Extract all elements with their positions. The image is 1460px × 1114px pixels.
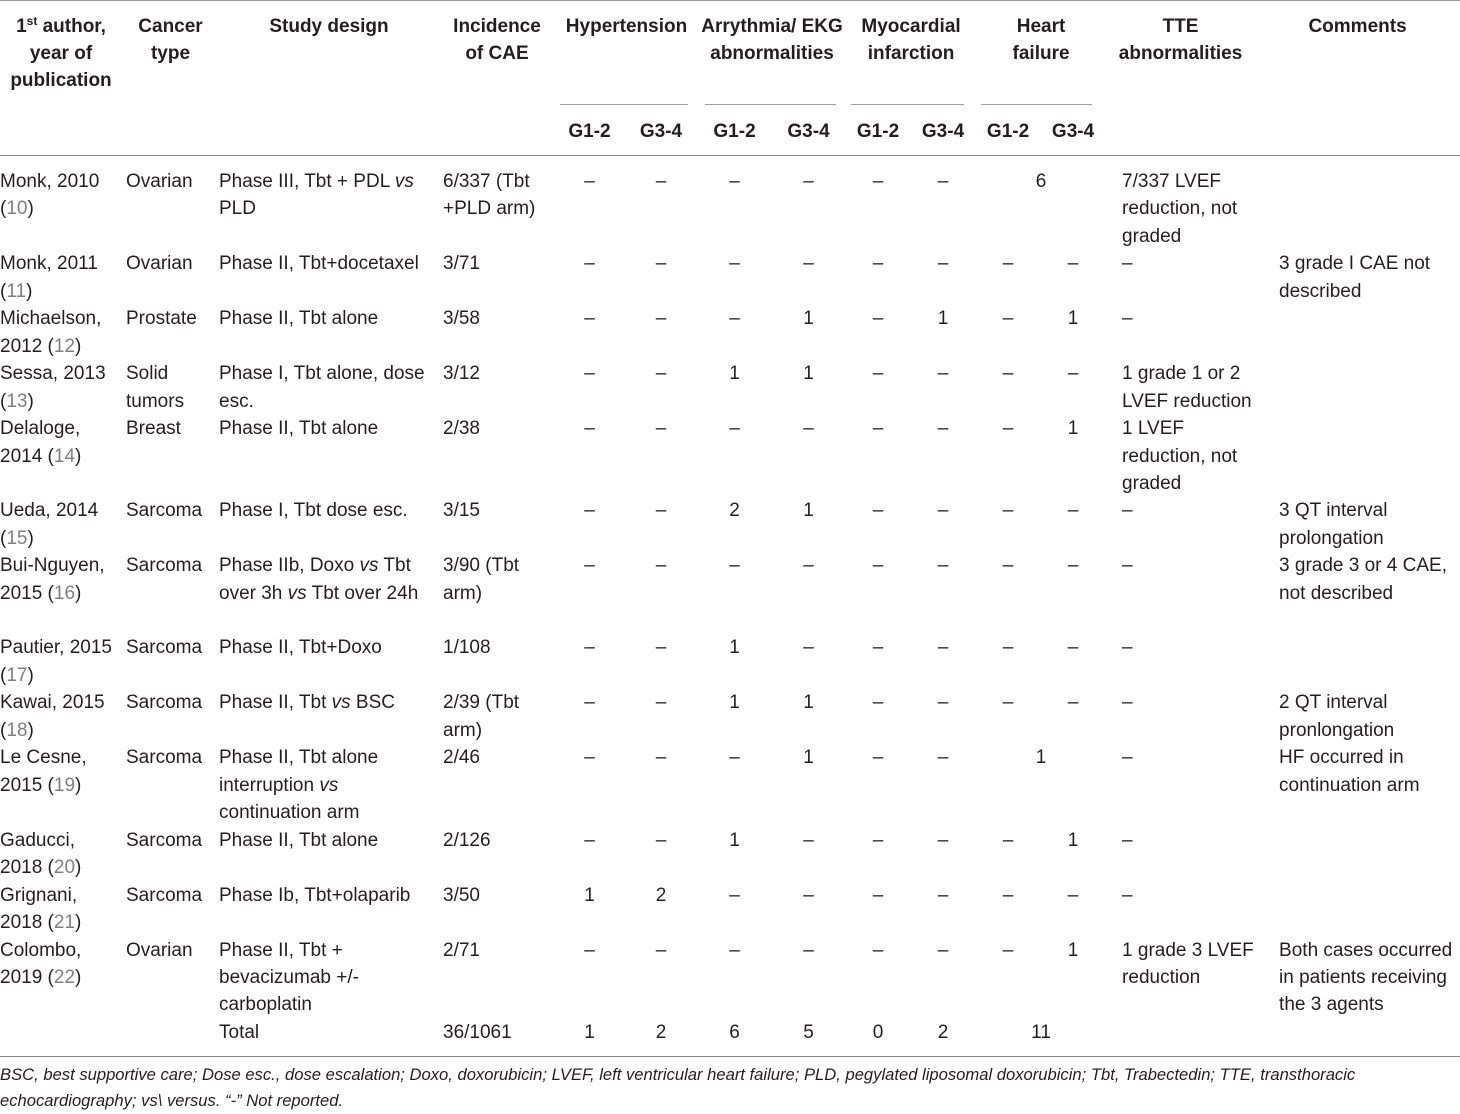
col-design: Study design	[269, 16, 389, 37]
hypertension-g34: –	[655, 939, 667, 961]
total-empty	[122, 1019, 219, 1049]
reference-link[interactable]: 16	[53, 582, 76, 604]
author-text: Sessa, 2013	[0, 363, 106, 385]
table-row	[0, 937, 1460, 1019]
total-label: Total	[219, 1021, 260, 1043]
arrhythmia-g12: –	[729, 253, 740, 275]
incidence-cell: 3/50	[443, 884, 480, 906]
arrhythmia-g34: 1	[803, 747, 814, 769]
author-cell: Gaducci, 2018 (20)	[0, 829, 82, 879]
design-cell: Phase II, Tbt vs BSC	[219, 692, 396, 714]
table-row	[0, 634, 1460, 689]
heart-failure-g12: –	[1002, 308, 1014, 330]
hypertension-g34: –	[655, 308, 667, 330]
arrhythmia-g34: –	[803, 253, 814, 275]
hypertension-g34: –	[655, 637, 667, 659]
author-cell: Kawai, 2015 (18)	[0, 692, 105, 741]
col-arrhythmia: Arrythmia/ EKG abnormalities	[701, 16, 843, 64]
sub-g12: G1-2	[568, 121, 611, 142]
reference-link[interactable]: 12	[53, 335, 76, 357]
author-cell: Michaelson, 2012 (12)	[0, 308, 102, 357]
hypertension-g12: –	[584, 308, 595, 330]
col-comments: Comments	[1308, 16, 1407, 37]
heart-failure-g34: –	[1067, 253, 1079, 275]
col-tte: TTE abnormalities	[1118, 16, 1243, 64]
hypertension-g12: –	[584, 418, 595, 440]
arrhythmia-g34: –	[803, 637, 814, 659]
mi-g12: –	[872, 692, 884, 714]
reference-link[interactable]: 13	[6, 390, 28, 412]
tte-cell: –	[1122, 637, 1133, 659]
heart-failure-merged: 1	[1035, 747, 1047, 769]
arrhythmia-g12: –	[729, 939, 740, 961]
sub-g12: G1-2	[986, 121, 1030, 142]
heart-failure-merged: 6	[1035, 171, 1047, 192]
author-text: Delaloge, 2014	[0, 418, 81, 467]
table-row	[0, 882, 1460, 937]
incidence-cell: 3/12	[443, 363, 480, 385]
comments-cell	[1255, 360, 1460, 415]
arrhythmia-g34: 1	[803, 308, 814, 330]
comments-cell	[1255, 634, 1460, 689]
heart-failure-g34: 1	[1067, 939, 1079, 961]
cancer-cell: Prostate	[126, 308, 197, 330]
mi-g12: –	[872, 884, 884, 906]
author-cell: Pautier, 2015 (17)	[0, 637, 112, 686]
reference-link[interactable]: 20	[53, 857, 76, 879]
reference-link[interactable]: 18	[6, 719, 28, 741]
cancer-cell: Sarcoma	[126, 884, 203, 906]
cancer-cell: Sarcoma	[126, 692, 203, 714]
sub-g34: G3-4	[921, 121, 965, 142]
hypertension-g12: –	[584, 500, 595, 522]
mi-g12: –	[872, 637, 884, 659]
hypertension-g34: –	[655, 418, 667, 440]
mi-g34: –	[937, 253, 949, 275]
arrhythmia-g12: 1	[729, 829, 740, 851]
arrhythmia-g34: –	[803, 884, 814, 906]
col-author: 1st author, year of publication	[10, 14, 112, 91]
hypertension-g12: –	[584, 747, 595, 769]
mi-g12: –	[872, 308, 884, 330]
hypertension-g12: 1	[584, 884, 595, 906]
cancer-cell: Solid tumors	[126, 363, 185, 412]
hypertension-g34: –	[655, 692, 667, 714]
reference-link[interactable]: 15	[6, 527, 28, 549]
author-text: Bui-Nguyen, 2015	[0, 555, 105, 604]
heart-failure-g34: –	[1067, 692, 1079, 714]
author-cell: Sessa, 2013 (13)	[0, 363, 106, 412]
tte-cell: 7/337 LVEF reduction, not graded	[1122, 171, 1238, 247]
hypertension-g34: –	[655, 555, 667, 577]
incidence-cell: 2/39 (Tbt arm)	[443, 692, 520, 741]
comments-cell: 3 QT interval prolongation	[1279, 500, 1388, 549]
tte-cell: 1 LVEF reduction, not graded	[1122, 418, 1238, 495]
mi-g12: –	[872, 939, 884, 961]
table-row	[0, 552, 1460, 634]
sub-g12: G1-2	[713, 121, 756, 142]
heart-failure-g34: 1	[1067, 829, 1079, 851]
incidence-cell: 3/58	[443, 308, 480, 330]
arrhythmia-g12: –	[729, 308, 740, 330]
heart-failure-g12: –	[1002, 253, 1014, 275]
hypertension-g34: –	[655, 747, 667, 769]
comments-cell: Both cases occurred in patients receiving the 3 agents	[1279, 939, 1453, 1016]
header-rule	[0, 155, 1460, 156]
total-empty	[1255, 1019, 1460, 1049]
hypertension-g34: –	[655, 500, 667, 522]
author-text: Gaducci, 2018	[0, 829, 75, 879]
arrhythmia-g34: –	[803, 555, 814, 577]
design-cell: Phase II, Tbt+docetaxel	[219, 253, 419, 275]
comments-cell	[1255, 415, 1460, 497]
incidence-cell: 1/108	[443, 637, 491, 659]
heart-failure-g12: –	[1002, 555, 1014, 577]
hypertension-g12: –	[584, 555, 595, 577]
incidence-cell: 3/90 (Tbt arm)	[443, 555, 520, 604]
mi-g12: –	[872, 747, 884, 769]
table-header	[0, 0, 1460, 156]
mi-g34: 1	[937, 308, 949, 330]
table-row	[0, 827, 1460, 882]
arrhythmia-g34: –	[803, 171, 814, 192]
table-row	[0, 497, 1460, 552]
arrhythmia-g12: 1	[729, 692, 740, 714]
author-cell: Grignani, 2018 (21)	[0, 884, 82, 934]
tte-cell: –	[1122, 829, 1133, 851]
comments-cell	[1255, 827, 1460, 882]
comments-cell	[1255, 305, 1460, 360]
hypertension-g34: 2	[655, 884, 667, 906]
total-empty	[1106, 1019, 1255, 1049]
hypertension-g12: –	[584, 637, 595, 659]
table-row	[0, 744, 1460, 826]
total-heart-failure: 11	[1031, 1021, 1051, 1043]
author-cell: Ueda, 2014 (15)	[0, 500, 99, 549]
mi-g12: –	[872, 829, 884, 851]
arrhythmia-g12: 1	[729, 637, 740, 659]
tte-cell: –	[1122, 747, 1133, 769]
reference-link[interactable]: 21	[53, 912, 76, 934]
mi-g12: –	[872, 253, 884, 275]
design-cell: Phase I, Tbt dose esc.	[219, 500, 408, 522]
author-text: Le Cesne, 2015	[0, 747, 87, 796]
heart-failure-g34: –	[1067, 555, 1079, 577]
incidence-cell: 3/71	[443, 253, 480, 275]
author-text: Monk, 2010	[0, 171, 100, 192]
author-cell: Bui-Nguyen, 2015 (16)	[0, 555, 105, 604]
hypertension-g34: –	[655, 253, 667, 275]
cancer-cell: Sarcoma	[126, 637, 203, 659]
tte-cell: –	[1122, 253, 1133, 275]
comments-cell: 3 grade 3 or 4 CAE, not described	[1279, 555, 1447, 604]
hypertension-g12: –	[584, 692, 595, 714]
heart-failure-g12: –	[1002, 829, 1014, 851]
cancer-cell: Sarcoma	[126, 555, 203, 577]
comments-cell: 2 QT interval pronlongation	[1279, 692, 1395, 741]
col-incidence: Incidence of CAE	[453, 16, 541, 64]
hypertension-g12: –	[584, 939, 595, 961]
mi-g12: –	[872, 555, 884, 577]
comments-cell	[1255, 882, 1460, 937]
heart-failure-g12: –	[1002, 692, 1014, 714]
sub-g12: G1-2	[856, 121, 900, 142]
subheader-rule	[981, 104, 1092, 105]
heart-failure-g12: –	[1002, 884, 1014, 906]
mi-g34: –	[937, 637, 949, 659]
total-arrhythmia-g12: 6	[729, 1021, 740, 1043]
mi-g34: –	[937, 363, 949, 385]
table-row	[0, 156, 1460, 250]
heart-failure-g34: –	[1067, 500, 1079, 522]
col-mi: Myocardial infarction	[861, 16, 961, 64]
incidence-cell: 2/38	[443, 418, 480, 440]
subheader-rule	[560, 104, 688, 105]
arrhythmia-g34: 1	[803, 500, 814, 522]
cancer-cell: Sarcoma	[126, 500, 203, 522]
total-mi-g34: 2	[937, 1021, 949, 1043]
total-hypertension-g34: 2	[655, 1021, 667, 1043]
heart-failure-g34: 1	[1067, 418, 1079, 440]
design-cell: Phase II, Tbt alone interruption vs continuation arm	[219, 747, 379, 824]
author-text: Kawai, 2015	[0, 692, 105, 714]
mi-g12: –	[872, 363, 884, 385]
author-cell: Delaloge, 2014 (14)	[0, 418, 82, 467]
table-row	[0, 305, 1460, 360]
table-body	[0, 156, 1460, 1049]
subheader-rule	[705, 104, 836, 105]
heart-failure-g34: –	[1067, 884, 1079, 906]
incidence-cell: 2/126	[443, 829, 491, 851]
total-arrhythmia-g34: 5	[803, 1021, 814, 1043]
tte-cell: –	[1122, 692, 1133, 714]
cancer-cell: Ovarian	[126, 939, 193, 961]
heart-failure-g12: –	[1002, 939, 1014, 961]
tte-cell: –	[1122, 500, 1133, 522]
subheader-rule	[851, 104, 964, 105]
reference-link[interactable]: 14	[53, 445, 76, 467]
cancer-cell: Sarcoma	[126, 829, 203, 851]
design-cell: Phase II, Tbt+Doxo	[219, 637, 382, 659]
author-cell: Monk, 2011 (11)	[0, 253, 98, 302]
heart-failure-g12: –	[1002, 363, 1014, 385]
author-cell: Colombo, 2019 (22)	[0, 939, 82, 989]
reference-link[interactable]: 10	[6, 198, 28, 220]
cancer-cell: Breast	[126, 418, 181, 440]
comments-cell: 3 grade I CAE not described	[1279, 253, 1431, 302]
arrhythmia-g34: –	[803, 418, 814, 440]
reference-link[interactable]: 17	[6, 664, 28, 686]
total-hypertension-g12: 1	[584, 1021, 595, 1043]
design-cell: Phase IIb, Doxo vs Tbt over 3h vs Tbt over 24h	[219, 555, 419, 604]
author-cell: Le Cesne, 2015 (19)	[0, 747, 87, 796]
cancer-cell: Ovarian	[126, 253, 193, 275]
total-mi-g12: 0	[872, 1021, 884, 1043]
total-incidence: 36/1061	[443, 1021, 512, 1043]
tte-cell: –	[1122, 884, 1133, 906]
hypertension-g12: –	[584, 171, 595, 192]
col-heart-failure: Heart failure	[1012, 16, 1070, 64]
heart-failure-g12: –	[1002, 500, 1014, 522]
incidence-cell: 2/71	[443, 939, 480, 961]
mi-g34: –	[937, 884, 949, 906]
reference-link[interactable]: 19	[53, 774, 76, 796]
heart-failure-g34: –	[1067, 637, 1079, 659]
mi-g34: –	[937, 171, 949, 192]
incidence-cell: 6/337 (Tbt +PLD arm)	[443, 171, 536, 220]
design-cell: Phase II, Tbt alone	[219, 308, 379, 330]
arrhythmia-g12: –	[729, 171, 740, 192]
table-row	[0, 250, 1460, 305]
cancer-cell: Sarcoma	[126, 747, 203, 769]
sub-g34: G3-4	[1051, 121, 1095, 142]
comments-cell: HF occurred in continuation arm	[1279, 747, 1420, 796]
arrhythmia-g12: –	[729, 418, 740, 440]
cancer-cell: Ovarian	[126, 171, 193, 192]
arrhythmia-g34: –	[803, 829, 814, 851]
reference-link[interactable]: 11	[6, 280, 27, 302]
arrhythmia-g12: –	[729, 884, 740, 906]
author-text: Michaelson, 2012	[0, 308, 102, 357]
incidence-cell: 2/46	[443, 747, 480, 769]
mi-g12: –	[872, 171, 884, 192]
total-empty	[0, 1019, 122, 1049]
author-text: Pautier, 2015	[0, 637, 112, 659]
bottom-rule	[0, 1056, 1460, 1057]
arrhythmia-g12: –	[729, 555, 740, 577]
arrhythmia-g34: –	[803, 939, 814, 961]
heart-failure-g34: –	[1067, 363, 1079, 385]
heart-failure-g12: –	[1002, 418, 1014, 440]
design-cell: Phase II, Tbt alone	[219, 829, 379, 851]
comments-cell	[1255, 156, 1460, 250]
total-row	[0, 1019, 1460, 1049]
tte-cell: –	[1122, 308, 1133, 330]
hypertension-g34: –	[655, 171, 667, 192]
design-cell: Phase I, Tbt alone, dose esc.	[219, 363, 425, 412]
design-cell: Phase II, Tbt + bevacizumab +/- carboplatin	[219, 939, 359, 1016]
hypertension-g12: –	[584, 829, 595, 851]
mi-g34: –	[937, 747, 949, 769]
col-cancer: Cancer type	[138, 16, 203, 64]
heart-failure-g12: –	[1002, 637, 1014, 659]
arrhythmia-g34: 1	[803, 363, 814, 385]
hypertension-g12: –	[584, 253, 595, 275]
arrhythmia-g12: 1	[729, 363, 740, 385]
design-cell: Phase Ib, Tbt+olaparib	[219, 884, 411, 906]
author-text: Grignani, 2018	[0, 884, 78, 934]
table-row	[0, 689, 1460, 744]
col-hypertension: Hypertension	[565, 16, 688, 37]
author-text: Monk, 2011	[0, 253, 98, 275]
table-footnote: BSC, best supportive care; Dose esc., dose escalation; Doxo, doxorubicin; LVEF, left ventricular heart failure; PLD, pegylated liposomal doxorubicin; Tbt, Trabectedin; TTE, transthoracic echocardiography; vs\ versus. “-” Not reported.	[0, 1065, 1356, 1110]
tte-cell: 1 grade 1 or 2 LVEF reduction	[1122, 363, 1252, 412]
hypertension-g34: –	[655, 363, 667, 385]
mi-g34: –	[937, 829, 949, 851]
mi-g12: –	[872, 418, 884, 440]
arrhythmia-g12: –	[729, 747, 740, 769]
arrhythmia-g34: 1	[803, 692, 814, 714]
incidence-cell: 3/15	[443, 500, 480, 522]
table-row	[0, 415, 1460, 497]
tte-cell: 1 grade 3 LVEF reduction	[1122, 939, 1254, 989]
arrhythmia-g12: 2	[729, 500, 740, 522]
hypertension-g34: –	[655, 829, 667, 851]
mi-g12: –	[872, 500, 884, 522]
sub-g34: G3-4	[787, 121, 830, 142]
sub-g34: G3-4	[639, 121, 683, 142]
design-cell: Phase III, Tbt + PDL vs PLD	[219, 171, 414, 220]
author-cell: Monk, 2010 (10)	[0, 171, 100, 220]
mi-g34: –	[937, 500, 949, 522]
table-row	[0, 360, 1460, 415]
mi-g34: –	[937, 418, 949, 440]
tte-cell: –	[1122, 555, 1133, 577]
hypertension-g12: –	[584, 363, 595, 385]
reference-link[interactable]: 22	[53, 967, 76, 989]
author-text: Ueda, 2014	[0, 500, 99, 522]
mi-g34: –	[937, 939, 949, 961]
heart-failure-g34: 1	[1067, 308, 1079, 330]
mi-g34: –	[937, 555, 949, 577]
design-cell: Phase II, Tbt alone	[219, 418, 379, 440]
author-text: Colombo, 2019	[0, 939, 82, 989]
mi-g34: –	[937, 692, 949, 714]
